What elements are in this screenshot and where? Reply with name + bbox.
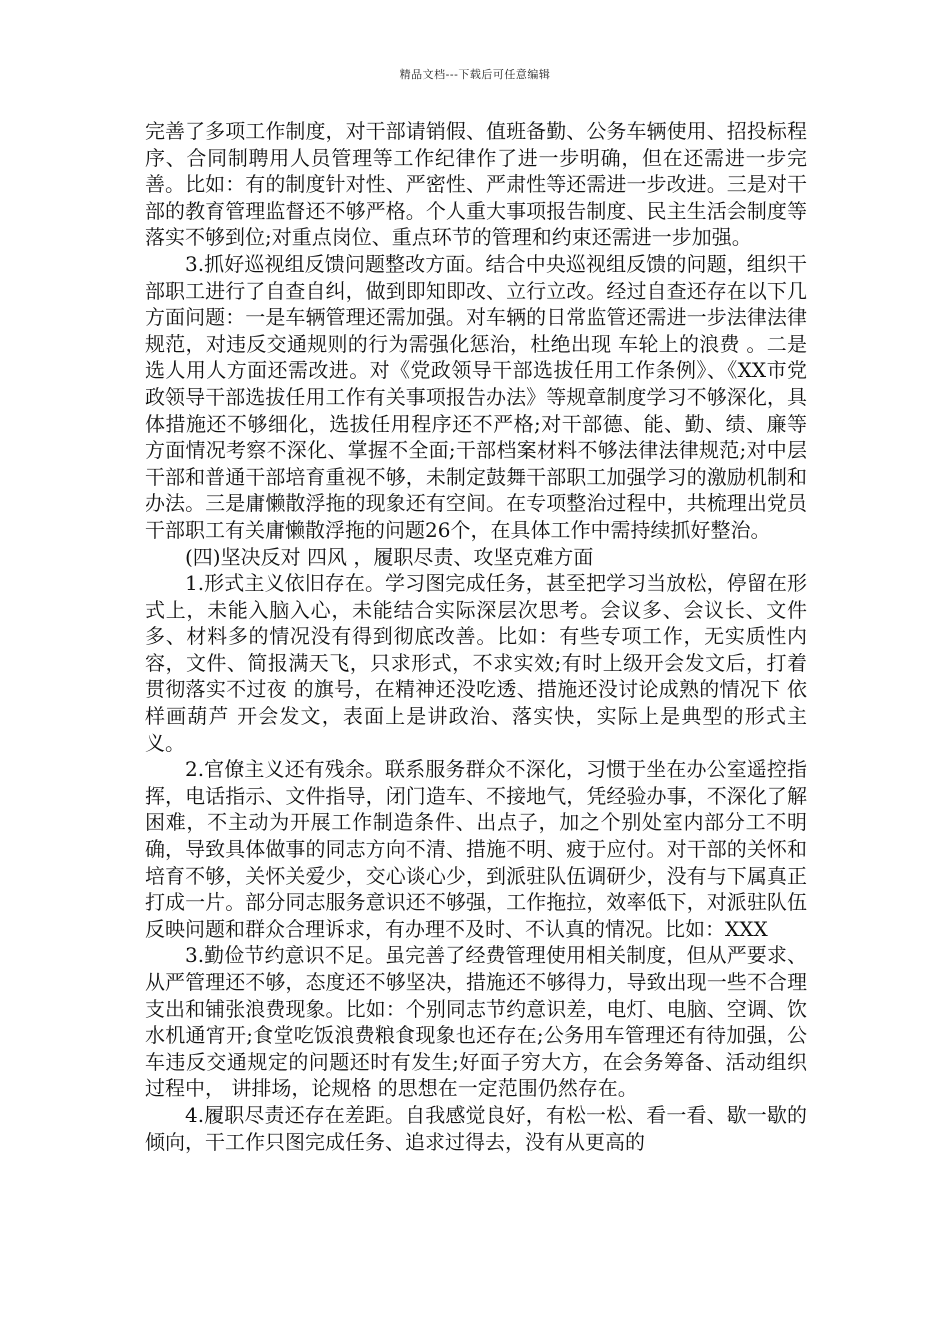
paragraph: 完善了多项工作制度，对干部请销假、值班备勤、公务车辆使用、招投标程序、合同制聘用人员管理等工作纪律作了进一步明确，但在还需进一步完善。比如：有的制度针对性、严密性、严肃性等还需进一步改进。三是对干部的教育管理监督还不够严格。个人重大事项报告制度、民主生活会制度等落实不够到位;对重点岗位、重点环节的管理和约束还需进一步加强。	[145, 119, 807, 250]
paragraph: 1.形式主义依旧存在。学习图完成任务，甚至把学习当放松，停留在形式上，未能入脑入心，未能结合实际深层次思考。会议多、会议长、文件多、材料多的情况没有得到彻底改善。比如：有些专项工作，无实质性内容，文件、简报满天飞，只求形式，不求实效;有时上级开会发文后，打着 贯彻落实不过夜 的旗号，在精神还没吃透、措施还没讨论成熟的情况下 依样画葫芦 开会发文，表面上是讲政治、落实快，实际上是典型的形式主义。	[145, 571, 814, 755]
document-body	[145, 118, 814, 1155]
paragraph: 2.官僚主义还有残余。联系服务群众不深化，习惯于坐在办公室遥控指挥，电话指示、文件指导，闭门造车、不接地气，凭经验办事，不深化了解困难，不主动为开展工作制造条件、出点子，加之个别处室内部分工不明确，导致具体做事的同志方向不清、措施不明、疲于应付。对干部的关怀和培育不够，关怀关爱少，交心谈心少，到派驻队伍调研少，没有与下属真正打成一片。部分同志服务意识还不够强，工作拖拉，效率低下，对派驻队伍反映问题和群众合理诉求，有办理不及时、不认真的情况。比如：XXX	[145, 757, 807, 941]
paragraph: 3.勤俭节约意识不足。虽完善了经费管理使用相关制度，但从严要求、从严管理还不够，态度还不够坚决，措施还不够得力，导致出现一些不合理支出和铺张浪费现象。比如：个别同志节约意识差，电灯、电脑、空调、饮水机通宵开;食堂吃饭浪费粮食现象也还存在;公务用车管理还有待加强，公车违反交通规定的问题还时有发生;好面子穷大方，在会务筹备、活动组织过程中， 讲排场，论规格 的思想在一定范围仍然存在。	[145, 943, 807, 1101]
section-heading: (四)坚决反对 四风 ，履职尽责、攻坚克难方面	[185, 544, 594, 569]
paragraph: 4.履职尽责还存在差距。自我感觉良好，有松一松、看一看、歇一歇的倾向，干工作只图完成任务、追求过得去，没有从更高的	[145, 1102, 807, 1154]
paragraph: 3.抓好巡视组反馈问题整改方面。结合中央巡视组反馈的问题，组织干部职工进行了自查自纠，做到即知即改、立行立改。经过自查还存在以下几方面问题：一是车辆管理还需加强。对车辆的日常监管还需进一步法律法律规范，对违反交通规则的行为需强化惩治，杜绝出现 车轮上的浪费 。二是选人用人方面还需改进。对《党政领导干部选拔任用工作条例》、《XX市党政领导干部选拔任用工作有关事项报告办法》等规章制度学习不够深化，具体措施还不够细化，选拔任用程序还不严格;对干部德、能、勤、绩、廉等方面情况考察不深化、掌握不全面;干部档案材料不够法律法律规范;对中层干部和普通干部培育重视不够，未制定鼓舞干部职工加强学习的激励机制和办法。三是庸懒散浮拖的现象还有空间。在专项整治过程中，共梳理出党员干部职工有关庸懒散浮拖的问题26个，在具体工作中需持续抓好整治。	[145, 251, 807, 542]
page-header: 精品文档---下载后可任意编辑	[399, 68, 551, 81]
